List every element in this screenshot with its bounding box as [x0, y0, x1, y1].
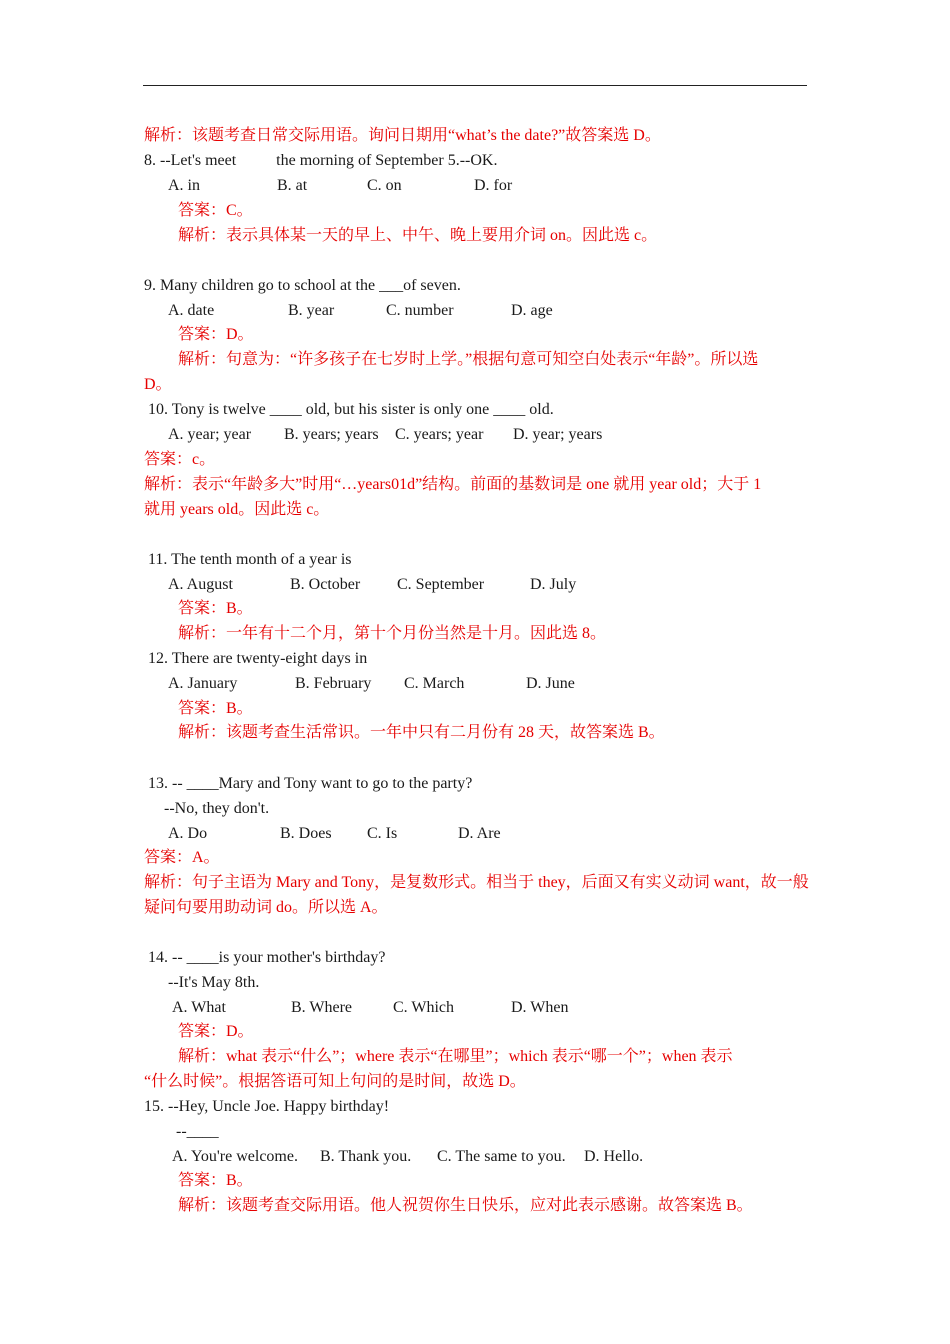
q14-option-c: C. Which: [393, 999, 455, 1016]
analysis-q9-line1: 解析：句意为：“许多孩子在七岁时上学。”根据句意可知空白处表示“年龄”。所以选: [178, 351, 759, 368]
question-15-stem: 15. --Hey, Uncle Joe. Happy birthday!: [144, 1098, 390, 1115]
analysis-q14-line2: “什么时候”。根据答语可知上句问的是时间，故选 D。: [144, 1073, 526, 1090]
analysis-q8: 解析：表示具体某一天的早上、中午、晚上要用介词 on。因此选 c。: [178, 227, 658, 244]
q10-option-c: C. years; year: [395, 426, 484, 443]
q12-option-d: D. June: [526, 675, 575, 692]
q11-option-c: C. September: [397, 576, 485, 593]
answer-q12: 答案：B。: [178, 700, 253, 717]
header-rule: [143, 85, 807, 86]
q10-option-b: B. years; years: [284, 426, 379, 443]
q12-option-a: A. January: [168, 675, 238, 692]
q10-option-a: A. year; year: [168, 426, 252, 443]
q13-option-b: B. Does: [280, 825, 332, 842]
answer-q8: 答案：C。: [178, 202, 253, 219]
analysis-q13-line2: 疑问句要用助动词 do。所以选 A。: [144, 899, 388, 916]
q15-option-d: D. Hello.: [584, 1148, 644, 1165]
q9-option-c: C. number: [386, 302, 454, 319]
q9-option-a: A. date: [168, 302, 215, 319]
question-11-stem: 11. The tenth month of a year is: [148, 551, 352, 568]
analysis-q9-line2: D。: [144, 376, 172, 393]
q15-option-a: A. You're welcome.: [172, 1148, 298, 1165]
q12-option-c: C. March: [404, 675, 465, 692]
question-14-reply: --It's May 8th.: [168, 974, 260, 991]
q11-option-b: B. October: [290, 576, 361, 593]
answer-q14: 答案：D。: [178, 1023, 254, 1040]
question-15-reply: --____: [176, 1123, 219, 1140]
q8-option-a: A. in: [168, 177, 200, 194]
q13-option-a: A. Do: [168, 825, 208, 842]
question-13-reply: --No, they don't.: [164, 800, 270, 817]
answer-q11: 答案：B。: [178, 600, 253, 617]
analysis-q10-line1: 解析：表示“年龄多大”时用“…years01d”结构。前面的基数词是 one 就用 year old；大于 1: [144, 476, 762, 493]
q13-option-c: C. Is: [367, 825, 398, 842]
answer-q10: 答案：c。: [144, 451, 216, 468]
answer-q9: 答案：D。: [178, 326, 254, 343]
answer-q13: 答案：A。: [144, 849, 220, 866]
question-13-stem: 13. -- ____Mary and Tony want to go to the party?: [148, 775, 473, 792]
analysis-q12: 解析：该题考查生活常识。一年中只有二月份有 28 天，故答案选 B。: [178, 724, 665, 741]
q8-option-b: B. at: [277, 177, 308, 194]
q14-option-a: A. What: [172, 999, 226, 1016]
q13-option-d: D. Are: [458, 825, 501, 842]
q11-option-d: D. July: [530, 576, 577, 593]
q8-option-d: D. for: [474, 177, 513, 194]
analysis-q11: 解析：一年有十二个月，第十个月份当然是十月。因此选 8。: [178, 625, 607, 642]
q11-option-a: A. August: [168, 576, 233, 593]
q9-option-d: D. age: [511, 302, 553, 319]
question-12-stem: 12. There are twenty-eight days in: [148, 650, 368, 667]
q14-option-d: D. When: [511, 999, 569, 1016]
question-8-stem: 8. --Let's meet the morning of September 5.--OK.: [144, 152, 498, 169]
q15-option-c: C. The same to you.: [437, 1148, 566, 1165]
analysis-q14-line1: 解析：what 表示“什么”；where 表示“在哪里”；which 表示“哪一个”；when 表示: [178, 1048, 733, 1065]
answer-q15: 答案：B。: [178, 1172, 253, 1189]
question-14-stem: 14. -- ____is your mother's birthday?: [148, 949, 386, 966]
q9-option-b: B. year: [288, 302, 335, 319]
q15-option-b: B. Thank you.: [320, 1148, 412, 1165]
q14-option-b: B. Where: [291, 999, 353, 1016]
question-9-stem: 9. Many children go to school at the ___of seven.: [144, 277, 461, 294]
analysis-q7: 解析：该题考查日常交际用语。询问日期用“what’s the date?”故答案选 D。: [144, 127, 661, 144]
q10-option-d: D. year; years: [513, 426, 603, 443]
analysis-q15: 解析：该题考查交际用语。他人祝贺你生日快乐，应对此表示感谢。故答案选 B。: [178, 1197, 753, 1214]
question-10-stem: 10. Tony is twelve ____ old, but his sister is only one ____ old.: [148, 401, 554, 418]
analysis-q13-line1: 解析：句子主语为 Mary and Tony，是复数形式。相当于 they，后面又有实义动词 want，故一般: [144, 874, 809, 891]
q8-option-c: C. on: [367, 177, 402, 194]
q12-option-b: B. February: [295, 675, 372, 692]
analysis-q10-line2: 就用 years old。因此选 c。: [144, 501, 330, 518]
